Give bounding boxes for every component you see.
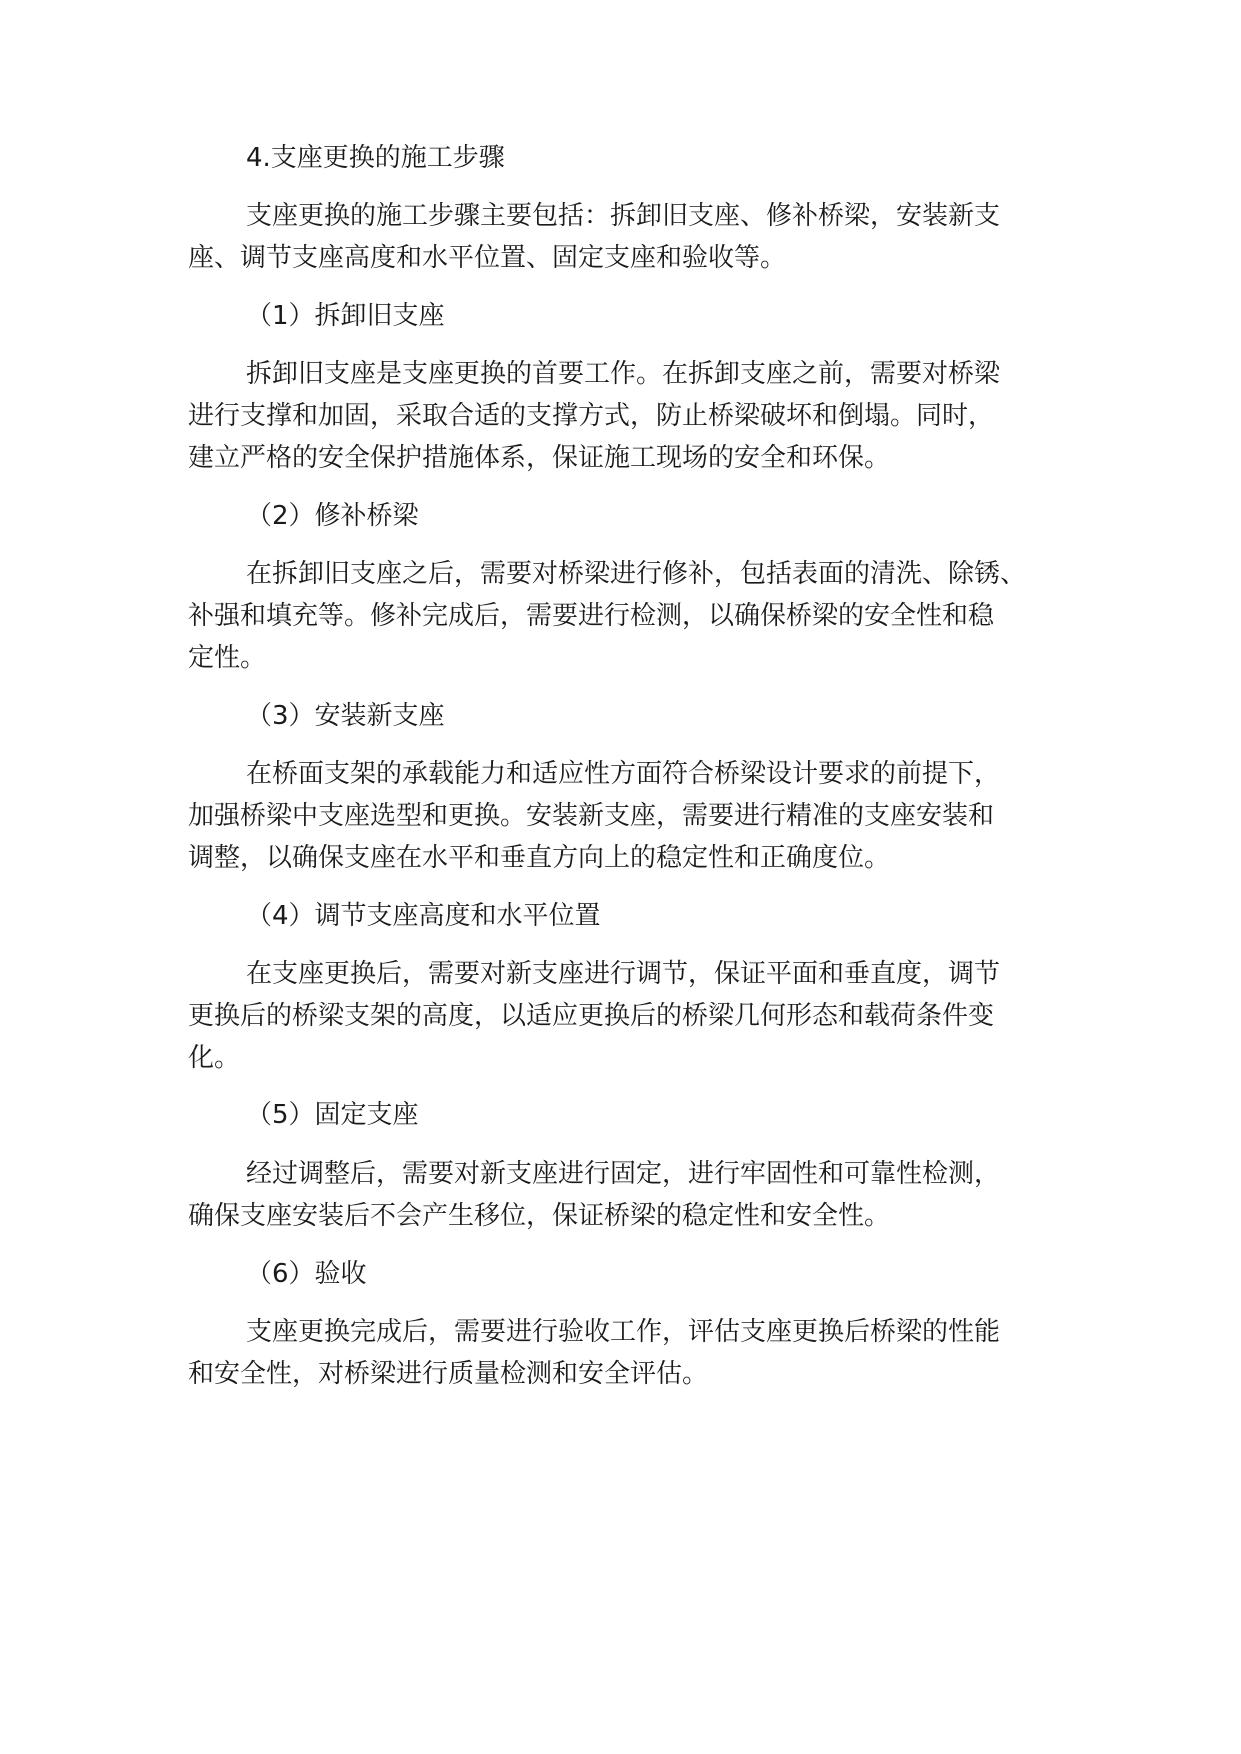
paragraph-line: 化。 <box>188 1043 241 1073</box>
paragraph-line: 支座更换完成后，需要进行验收工作，评估支座更换后桥梁的性能 <box>246 1317 1001 1347</box>
intro-line: 座、调节支座高度和水平位置、固定支座和验收等。 <box>188 243 787 273</box>
paragraph-line: 在桥面支架的承载能力和适应性方面符合桥梁设计要求的前提下， <box>246 759 1001 789</box>
subsection-title: （1）拆卸旧支座 <box>246 301 445 331</box>
subsection-title: （5）固定支座 <box>246 1100 419 1130</box>
paragraph-line: 定性。 <box>188 643 267 673</box>
subsection-title: （2）修补桥梁 <box>246 501 419 531</box>
paragraph-line: 确保支座安装后不会产生移位，保证桥梁的稳定性和安全性。 <box>188 1201 891 1231</box>
subsection-title: （3）安装新支座 <box>246 701 445 731</box>
subsection-title: （4）调节支座高度和水平位置 <box>246 901 601 931</box>
paragraph-line: 在支座更换后，需要对新支座进行调节，保证平面和垂直度，调节 <box>246 959 1001 989</box>
paragraph-line: 更换后的桥梁支架的高度，以适应更换后的桥梁几何形态和载荷条件变 <box>188 1001 995 1031</box>
paragraph-line: 调整，以确保支座在水平和垂直方向上的稳定性和正确度位。 <box>188 843 891 873</box>
paragraph-line: 进行支撑和加固，采取合适的支撑方式，防止桥梁破坏和倒塌。同时， <box>188 401 995 431</box>
paragraph-line: 拆卸旧支座是支座更换的首要工作。在拆卸支座之前，需要对桥梁 <box>246 359 1001 389</box>
paragraph-line: 和安全性，对桥梁进行质量检测和安全评估。 <box>188 1359 709 1389</box>
section-heading: 4.支座更换的施工步骤 <box>246 143 505 173</box>
subsection-title: （6）验收 <box>246 1259 367 1289</box>
paragraph-line: 在拆卸旧支座之后，需要对桥梁进行修补，包括表面的清洗、除锈、 <box>246 559 1027 589</box>
paragraph-line: 经过调整后，需要对新支座进行固定，进行牢固性和可靠性检测， <box>246 1159 1001 1189</box>
paragraph-line: 补强和填充等。修补完成后，需要进行检测，以确保桥梁的安全性和稳 <box>188 601 995 631</box>
paragraph-line: 建立严格的安全保护措施体系，保证施工现场的安全和环保。 <box>188 443 891 473</box>
intro-line: 支座更换的施工步骤主要包括：拆卸旧支座、修补桥梁，安装新支 <box>246 201 1001 231</box>
paragraph-line: 加强桥梁中支座选型和更换。安装新支座，需要进行精准的支座安装和 <box>188 801 995 831</box>
